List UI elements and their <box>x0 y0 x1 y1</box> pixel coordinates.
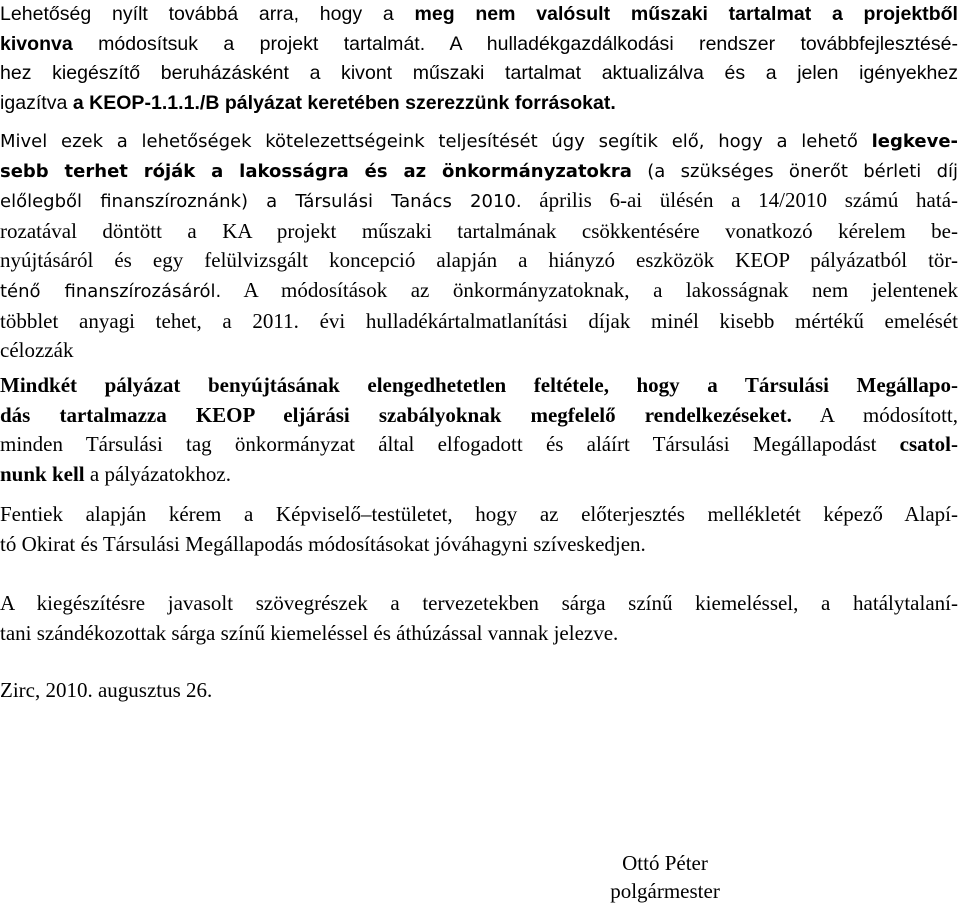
text-line: Mindkét pályázat benyújtásának elengedhetetlen feltétele, hogy a Társulási Megállapo- <box>0 373 958 397</box>
text-line: tó Okirat és Társulási Megállapodás módosításokat jóváhagyni szíveskedjen. <box>0 531 646 556</box>
text-line: igazítva a KEOP-1.1.1./B pályázat keretében szerezzünk forrásokat. <box>0 91 616 114</box>
text-line: tani szándékozottak sárga színű kiemeléssel és áthúzással vannak jelezve. <box>0 620 619 645</box>
place-date: Zirc, 2010. augusztus 26. <box>0 678 213 702</box>
text-line: ténő finanszírozásáról. A módosítások az önkormányzatoknak, a lakosságnak nem jelentenek <box>0 277 958 302</box>
text-line: Fentiek alapján kérem a Képviselő–testületet, hogy az előterjesztés mellékletét képező Alapí- <box>0 502 958 526</box>
signature-title: polgármester <box>610 879 720 903</box>
signature-name: Ottó Péter <box>622 851 708 875</box>
text-line: A kiegészítésre javasolt szövegrészek a tervezetekben sárga színű kiemeléssel, a hatálytalaní- <box>0 591 958 615</box>
text-line: nyújtásáról és egy felülvizsgált koncepció alapján a hiányzó eszközök KEOP pályázatból tör- <box>0 248 958 273</box>
paragraph-highlight-note <box>0 589 958 648</box>
text-line: rozatával döntött a KA projekt műszaki tartalmának csökkentésére vonatkozó kérelem be- <box>0 218 958 243</box>
text-line: minden Társulási tag önkormányzat által elfogadott és aláírt Társulási Megállapodást csatol- <box>0 432 958 457</box>
text-line: hez kiegészítő beruházásként a kivont műszaki tartalmat aktualizálva és a jelen igényekhez <box>0 62 958 85</box>
paragraph-request <box>0 500 958 559</box>
text-line: nunk kell a pályázatokhoz. <box>0 461 231 486</box>
text-line: dás tartalmazza KEOP eljárási szabályoknak megfelelő rendelkezéseket. A módosított, <box>0 402 958 427</box>
text-line: célozzák <box>0 338 74 363</box>
text-line: Mivel ezek a lehetőségek kötelezettségeink teljesítését úgy segítik elő, hogy a lehető legkeve- <box>0 131 958 152</box>
text-line: sebb terhet róják a lakosságra és az önkormányzatokra (a szükséges önerőt bérleti díj <box>0 160 959 182</box>
paragraph-project-withdrawal <box>0 0 958 118</box>
text-line: előlegből finanszíroznánk) a Társulási Tanács 2010. április 6-ai ülésén a 14/2010 számú hatá- <box>0 188 959 213</box>
text-line: kivonva módosítsuk a projekt tartalmát. A hulladékgazdálkodási rendszer továbbfejlesztésé- <box>0 32 958 55</box>
text-line: Lehetőség nyílt továbbá arra, hogy a meg nem valósult műszaki tartalmat a projektből <box>0 3 958 25</box>
paragraph-obligations <box>0 127 958 366</box>
paragraph-agreement-requirement <box>0 371 958 489</box>
text-line: többlet anyagi tehet, a 2011. évi hulladékártalmatlanítási díjak minél kisebb mértékű emelését <box>0 308 958 333</box>
